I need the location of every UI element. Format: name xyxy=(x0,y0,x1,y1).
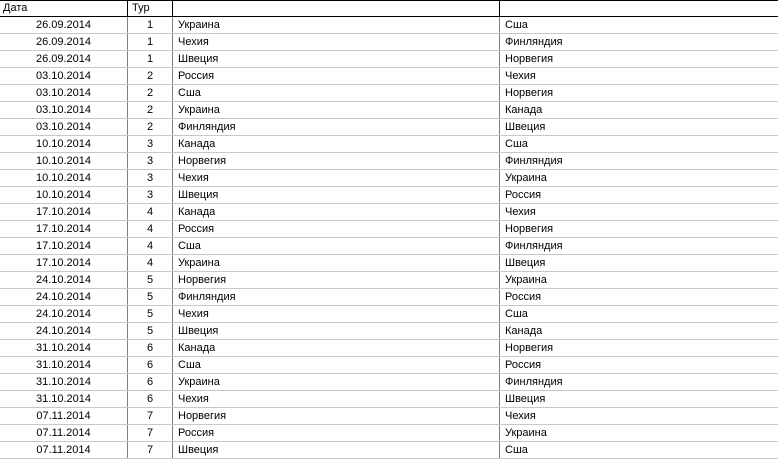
tour-cell[interactable]: 1 xyxy=(128,34,173,50)
tour-cell[interactable]: 5 xyxy=(128,272,173,288)
tour-cell[interactable]: 5 xyxy=(128,306,173,322)
tour-cell[interactable]: 3 xyxy=(128,153,173,169)
table-row[interactable] xyxy=(0,187,778,204)
away-team-cell[interactable]: Финляндия xyxy=(505,240,563,252)
column-header-home-team xyxy=(173,1,500,16)
home-team-cell[interactable]: Украина xyxy=(173,102,500,118)
table-row[interactable] xyxy=(0,442,778,459)
table-body xyxy=(0,17,778,459)
home-team-cell[interactable]: Украина xyxy=(173,17,500,33)
date-cell[interactable]: 17.10.2014 xyxy=(0,204,128,220)
home-team-cell[interactable]: Канада xyxy=(173,136,500,152)
home-team-cell[interactable]: Россия xyxy=(173,425,500,441)
date-cell[interactable]: 03.10.2014 xyxy=(0,68,128,84)
away-team-cell[interactable]: Чехия xyxy=(505,70,536,82)
away-team-cell[interactable]: Россия xyxy=(505,189,542,201)
table-row[interactable] xyxy=(0,34,778,51)
date-cell[interactable]: 17.10.2014 xyxy=(0,255,128,271)
away-team-cell[interactable]: Сша xyxy=(505,444,528,456)
tour-cell[interactable]: 3 xyxy=(128,136,173,152)
away-team-cell[interactable]: Финляндия xyxy=(505,376,563,388)
table-row[interactable] xyxy=(0,306,778,323)
date-cell[interactable]: 31.10.2014 xyxy=(0,340,128,356)
tour-cell[interactable]: 2 xyxy=(128,102,173,118)
tour-cell[interactable]: 6 xyxy=(128,357,173,373)
table-row[interactable] xyxy=(0,425,778,442)
tour-cell[interactable]: 4 xyxy=(128,255,173,271)
home-team-cell[interactable]: Норвегия xyxy=(173,408,500,424)
tour-cell[interactable]: 6 xyxy=(128,374,173,390)
table-row[interactable] xyxy=(0,85,778,102)
table-row[interactable] xyxy=(0,170,778,187)
tour-cell[interactable]: 4 xyxy=(128,204,173,220)
home-team-cell[interactable]: Украина xyxy=(173,255,500,271)
away-team-cell[interactable]: Сша xyxy=(505,19,528,31)
home-team-cell[interactable]: Чехия xyxy=(173,34,500,50)
tour-cell[interactable]: 3 xyxy=(128,170,173,186)
date-cell[interactable]: 17.10.2014 xyxy=(0,221,128,237)
home-team-cell[interactable]: Канада xyxy=(173,204,500,220)
away-team-cell[interactable]: Россия xyxy=(505,291,542,303)
tour-cell[interactable]: 2 xyxy=(128,68,173,84)
away-team-cell[interactable]: Норвегия xyxy=(505,223,554,235)
tour-cell[interactable]: 4 xyxy=(128,238,173,254)
table-row[interactable] xyxy=(0,374,778,391)
away-team-cell[interactable]: Финляндия xyxy=(505,36,563,48)
date-cell[interactable]: 31.10.2014 xyxy=(0,374,128,390)
column-header-tour: Тур xyxy=(128,1,173,16)
date-cell[interactable]: 10.10.2014 xyxy=(0,153,128,169)
away-team-cell[interactable]: Чехия xyxy=(505,206,536,218)
away-team-cell[interactable]: Норвегия xyxy=(505,87,554,99)
away-team-cell[interactable]: Украина xyxy=(505,172,547,184)
date-cell[interactable]: 24.10.2014 xyxy=(0,323,128,339)
date-cell[interactable]: 24.10.2014 xyxy=(0,289,128,305)
home-team-cell[interactable]: Чехия xyxy=(173,306,500,322)
home-team-cell[interactable]: Сша xyxy=(173,238,500,254)
table-row[interactable] xyxy=(0,119,778,136)
home-team-cell[interactable]: Норвегия xyxy=(173,153,500,169)
date-cell[interactable]: 10.10.2014 xyxy=(0,170,128,186)
date-cell[interactable]: 03.10.2014 xyxy=(0,102,128,118)
away-team-cell[interactable]: Швеция xyxy=(505,257,546,269)
away-team-cell[interactable]: Финляндия xyxy=(505,155,563,167)
away-team-cell[interactable]: Россия xyxy=(505,359,542,371)
away-team-cell[interactable]: Норвегия xyxy=(505,53,554,65)
table-row[interactable] xyxy=(0,272,778,289)
away-team-cell[interactable]: Швеция xyxy=(505,121,546,133)
table-row[interactable] xyxy=(0,102,778,119)
home-team-cell[interactable]: Сша xyxy=(173,357,500,373)
date-cell[interactable]: 17.10.2014 xyxy=(0,238,128,254)
away-team-cell[interactable]: Норвегия xyxy=(505,342,554,354)
date-cell[interactable]: 03.10.2014 xyxy=(0,119,128,135)
column-header-away-team xyxy=(500,1,778,16)
home-team-cell[interactable]: Швеция xyxy=(173,323,500,339)
home-team-cell[interactable]: Финляндия xyxy=(173,119,500,135)
away-team-cell[interactable]: Сша xyxy=(505,308,528,320)
home-team-cell[interactable]: Чехия xyxy=(173,391,500,407)
away-team-cell[interactable]: Украина xyxy=(505,274,547,286)
tour-cell[interactable]: 2 xyxy=(128,85,173,101)
date-cell[interactable]: 07.11.2014 xyxy=(0,408,128,424)
date-cell[interactable]: 31.10.2014 xyxy=(0,357,128,373)
away-team-cell[interactable]: Сша xyxy=(505,138,528,150)
away-team-cell[interactable]: Канада xyxy=(505,104,543,116)
away-team-cell[interactable]: Швеция xyxy=(505,393,546,405)
table-row[interactable] xyxy=(0,136,778,153)
away-team-cell[interactable]: Канада xyxy=(505,325,543,337)
tour-cell[interactable]: 5 xyxy=(128,323,173,339)
home-team-cell[interactable]: Сша xyxy=(173,85,500,101)
home-team-cell[interactable]: Чехия xyxy=(173,170,500,186)
table-row[interactable] xyxy=(0,408,778,425)
tour-cell[interactable]: 5 xyxy=(128,289,173,305)
away-team-cell[interactable]: Чехия xyxy=(505,410,536,422)
home-team-cell[interactable]: Россия xyxy=(173,221,500,237)
tour-cell[interactable]: 7 xyxy=(128,425,173,441)
table-row[interactable] xyxy=(0,391,778,408)
table-row[interactable] xyxy=(0,17,778,34)
home-team-cell[interactable]: Россия xyxy=(173,68,500,84)
tour-cell[interactable]: 3 xyxy=(128,187,173,203)
date-cell[interactable]: 10.10.2014 xyxy=(0,136,128,152)
tour-cell[interactable]: 6 xyxy=(128,340,173,356)
date-cell[interactable]: 31.10.2014 xyxy=(0,391,128,407)
table-row[interactable] xyxy=(0,323,778,340)
table-row[interactable] xyxy=(0,221,778,238)
date-cell[interactable]: 03.10.2014 xyxy=(0,85,128,101)
away-team-cell[interactable]: Украина xyxy=(505,427,547,439)
tour-cell[interactable]: 1 xyxy=(128,17,173,33)
tour-cell[interactable]: 2 xyxy=(128,119,173,135)
date-cell[interactable]: 07.11.2014 xyxy=(0,425,128,441)
date-cell[interactable]: 26.09.2014 xyxy=(0,34,128,50)
table-row[interactable] xyxy=(0,357,778,374)
home-team-cell[interactable]: Норвегия xyxy=(173,272,500,288)
tour-cell[interactable]: 7 xyxy=(128,408,173,424)
home-team-cell[interactable]: Канада xyxy=(173,340,500,356)
column-header-date: Дата xyxy=(0,1,128,16)
tour-cell[interactable]: 4 xyxy=(128,221,173,237)
table-row[interactable] xyxy=(0,51,778,68)
home-team-cell[interactable]: Швеция xyxy=(173,51,500,67)
table-row[interactable] xyxy=(0,340,778,357)
table-row[interactable] xyxy=(0,238,778,255)
home-team-cell[interactable]: Украина xyxy=(173,374,500,390)
table-row[interactable] xyxy=(0,68,778,85)
tour-cell[interactable]: 1 xyxy=(128,51,173,67)
table-header-row xyxy=(0,0,778,17)
home-team-cell[interactable]: Швеция xyxy=(173,187,500,203)
home-team-cell[interactable]: Швеция xyxy=(173,442,500,458)
tour-cell[interactable]: 7 xyxy=(128,442,173,458)
home-team-cell[interactable]: Финляндия xyxy=(173,289,500,305)
table-row[interactable] xyxy=(0,153,778,170)
date-cell[interactable]: 26.09.2014 xyxy=(0,17,128,33)
table-row[interactable] xyxy=(0,289,778,306)
date-cell[interactable]: 07.11.2014 xyxy=(0,442,128,458)
tour-cell[interactable]: 6 xyxy=(128,391,173,407)
table-row[interactable] xyxy=(0,204,778,221)
date-cell[interactable]: 24.10.2014 xyxy=(0,272,128,288)
date-cell[interactable]: 10.10.2014 xyxy=(0,187,128,203)
date-cell[interactable]: 24.10.2014 xyxy=(0,306,128,322)
table-row[interactable] xyxy=(0,255,778,272)
date-cell[interactable]: 26.09.2014 xyxy=(0,51,128,67)
